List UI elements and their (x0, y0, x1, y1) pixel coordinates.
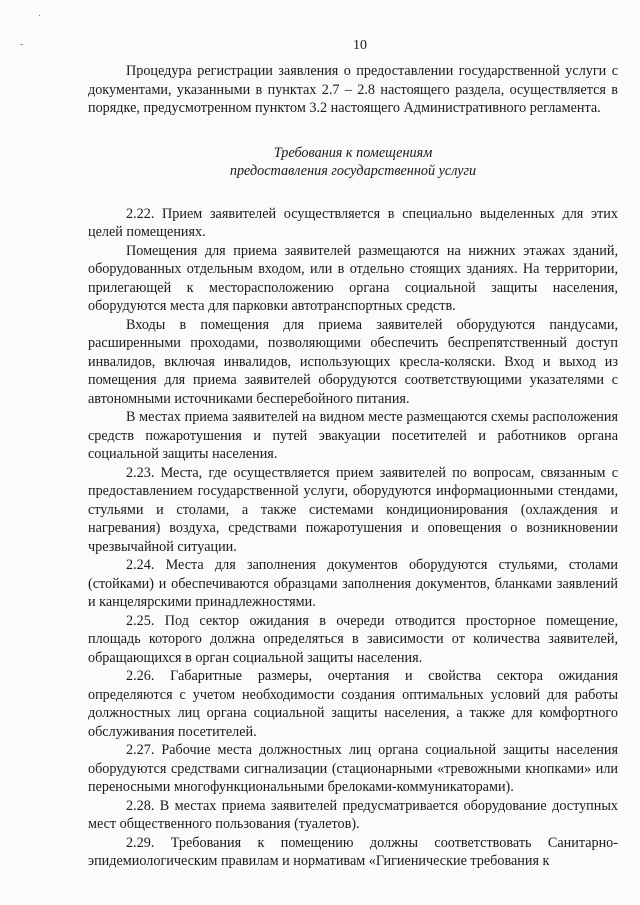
paragraph-evacuation-schemes: В местах приема заявителей на видном месте размещаются схемы расположения средств пожаротушения и путей эвакуации посетителей и работников органа социальной защиты населения. (88, 409, 618, 462)
paragraph-2-22: 2.22. Прием заявителей осуществляется в специально выделенных для этих целей помещениях. (88, 205, 618, 240)
paragraph-2-29: 2.29. Требования к помещению должны соответствовать Санитарно-эпидемиологическим правилам и нормативам «Гигиенические требования к (88, 834, 618, 869)
paragraph-premises-location: Помещения для приема заявителей размещаются на нижних этажах зданий, оборудованных отдельным входом, или в отдельно стоящих зданиях. На территории, прилегающей к месторасположению органа социальной защиты населения, оборудуются места для парковки автотранспортных средств. (88, 242, 618, 314)
paragraph-2-25: 2.25. Под сектор ожидания в очереди отводится просторное помещение, площадь которого должна определяться в зависимости от количества заявителей, обращающихся в орган социальной защиты населения. (88, 612, 618, 666)
paragraph-entrances: Входы в помещения для приема заявителей оборудуются пандусами, расширенными проходами, позволяющими обеспечить беспрепятственный доступ инвалидов, включая инвалидов, использующих кресла-коляски. Вход и выход из помещения для приема заявителей оборудуются соответствующими указателями с автономными источниками бесперебойного питания. (88, 316, 618, 407)
section-heading-line-1: Требования к помещениям (273, 144, 433, 161)
paragraph-2-24: 2.24. Места для заполнения документов оборудуются стульями, столами (стойками) и обеспечиваются образцами заполнения документов, бланками заявлений и канцелярскими принадлежностями. (88, 557, 618, 610)
scan-speck: - (20, 39, 24, 50)
scan-speck: · (38, 11, 42, 22)
paragraph-2-26: 2.26. Габаритные размеры, очертания и свойства сектора ожидания определяются с учетом необходимости создания оптимальных условий для работы должностных лиц органа социальной защиты населения, а также для комфортного обслуживания посетителей. (88, 668, 618, 740)
section-heading-line-2: предоставления государственной услуги (229, 163, 477, 179)
section-heading (88, 144, 618, 181)
paragraph-2-27: 2.27. Рабочие места должностных лиц органа социальной защиты населения оборудуются средствами сигнализации (стационарными «тревожными кнопками» или переносными многофункциональными брелоками-коммуникаторами). (88, 742, 618, 795)
document-body (88, 62, 618, 871)
intro-paragraph: Процедура регистрации заявления о предоставлении государственной услуги с документами, указанными в пунктах 2.7 – 2.8 настоящего раздела, осуществляется в порядке, предусмотренном пунктом 3.2 настоящего Административного регламента. (88, 63, 618, 116)
paragraph-2-23: 2.23. Места, где осуществляется прием заявителей по вопросам, связанным с предоставлением государственной услуги, оборудуются информационными стендами, стульями и столами, а также системами кондиционирования (охлаждения и нагревания) воздуха, средствами пожаротушения и оповещения о возникновении чрезвычайной ситуации. (88, 464, 618, 555)
paragraph-2-28: 2.28. В местах приема заявителей предусматривается оборудование доступных мест общественного пользования (туалетов). (88, 797, 618, 832)
page-number: 10 (353, 38, 367, 53)
